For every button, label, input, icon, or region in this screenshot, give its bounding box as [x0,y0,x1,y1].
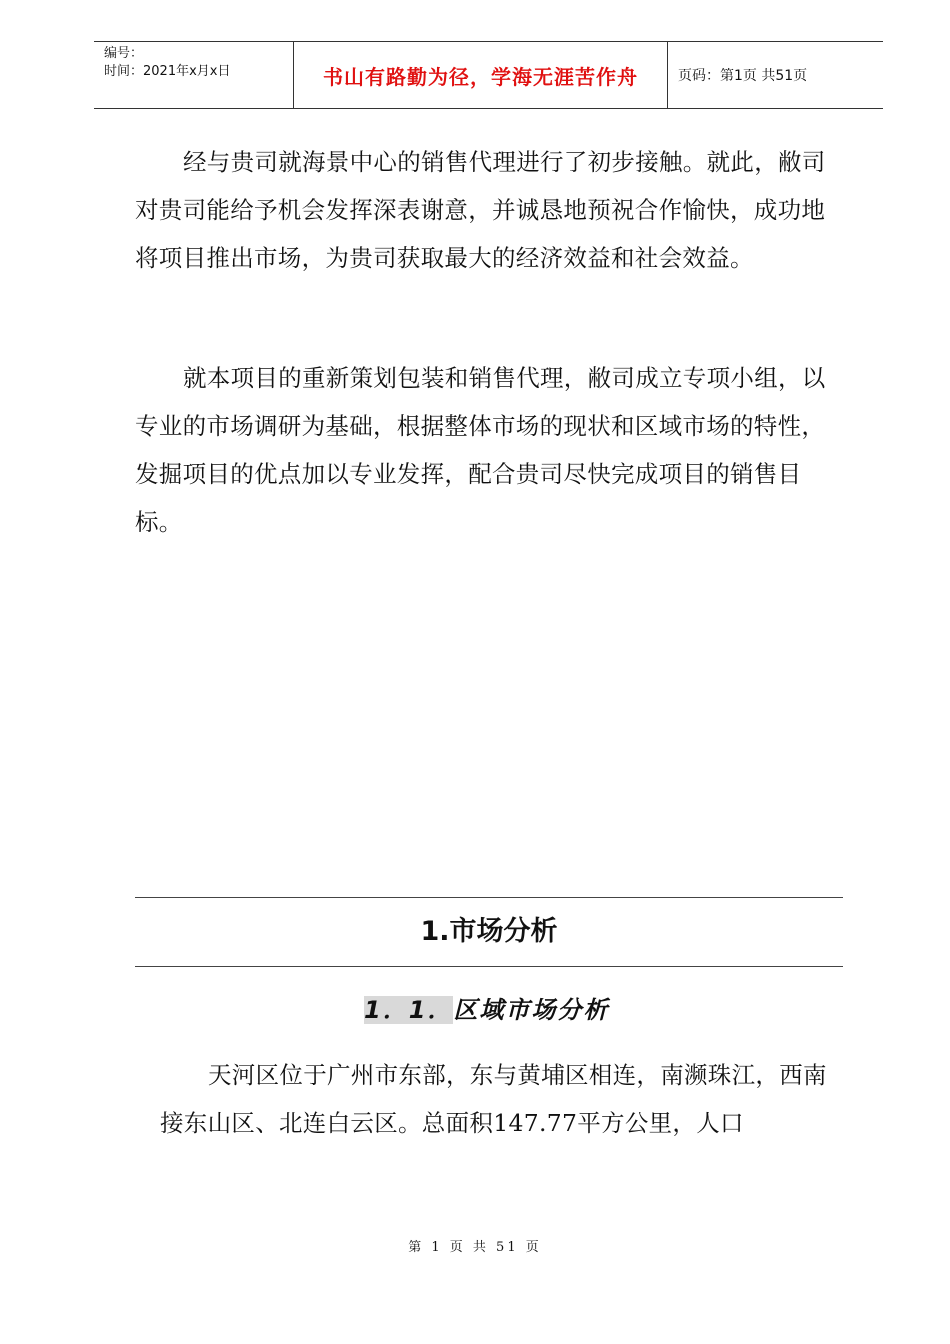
subsection-heading [364,990,609,1030]
heading-top-rule [135,897,843,898]
subsection-number: 1．1． [364,996,454,1024]
subsection-title: 区域市场分析 [453,996,610,1024]
document-header [94,41,883,109]
section-heading-market-analysis: 1.市场分析 [420,916,558,947]
header-page-info: 页码：第1页 共51页 [678,68,808,84]
header-page-info-cell [668,42,883,108]
intro-paragraph-2: 就本项目的重新策划包装和销售代理，敝司成立专项小组，以专业的市场调研为基础，根据整体市场的现状和区域市场的特性，发掘项目的优点加以专业发挥，配合贵司尽快完成项目的销售目标。 [135,364,826,536]
header-meta [94,42,294,108]
document-time-label: 时间：2021年x月x日 [104,64,231,79]
header-motto-cell [294,42,668,108]
page-footer: 第 1 页 共 51 页 [408,1240,542,1255]
region-paragraph: 天河区位于广州市东部，东与黄埔区相连，南濒珠江，西南接东山区、北连白云区。总面积147.77平方公里，人口 [160,1061,827,1137]
header-motto: 书山有路勤为径，学海无涯苦作舟 [323,64,638,89]
intro-paragraph-1: 经与贵司就海景中心的销售代理进行了初步接触。就此，敝司对贵司能给予机会发挥深表谢意，并诚恳地预祝合作愉快，成功地将项目推出市场，为贵司获取最大的经济效益和社会效益。 [135,148,826,272]
document-number-label: 编号： [104,46,144,61]
heading-bottom-rule [135,966,843,967]
